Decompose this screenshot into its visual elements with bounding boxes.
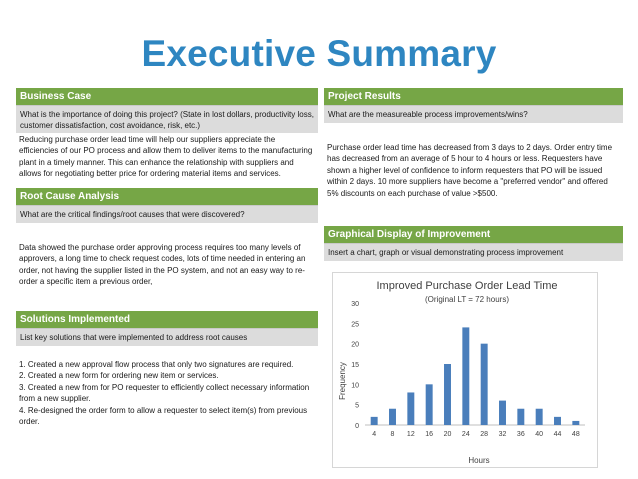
solution-item: 3. Created a new from for PO requester to efficiently collect necessary information from a new supplier. [19,382,310,404]
solutions-list [16,346,318,427]
chart-bar [462,327,469,425]
x-tick-label: 36 [516,431,525,438]
graphical-question: Insert a chart, graph or visual demonstrating process improvement [324,243,623,261]
chart-subtitle: (Original LT = 72 hours) [425,295,509,304]
x-tick-label: 20 [443,431,452,438]
y-tick-label: 15 [351,362,359,369]
business-case-header: Business Case [16,88,318,105]
solutions-question: List key solutions that were implemented to address root causes [16,328,318,346]
chart-bar [389,409,396,425]
x-tick-label: 8 [390,431,395,438]
business-case-body: Reducing purchase order lead time will help our suppliers appreciate the efficiencies of our PO process and allow them to deliver items to the manufacturing plant in a timely manner. This can enhance the relationship with suppliers and allows for negotiating better price for ordering material items and services. [19,135,313,179]
root-cause-question: What are the critical findings/root causes that were discovered? [16,205,318,223]
y-tick-label: 25 [351,321,359,329]
chart-title: Improved Purchase Order Lead Time [376,280,558,292]
chart-bar [499,401,506,425]
chart-bar [481,344,488,425]
y-tick-label: 5 [355,402,359,410]
project-results-section [324,88,623,199]
graphical-section [324,226,623,261]
x-tick-label: 28 [480,431,489,438]
chart-bar [572,421,579,425]
y-tick-label: 0 [355,423,359,430]
business-case-question: What is the importance of doing this project? (State in lost dollars, productivity loss, customer dissatisfaction, cost avoidance, risk, etc.) [16,105,318,133]
x-tick-label: 48 [571,431,580,438]
project-results-body: Purchase order lead time has decreased from 3 days to 2 days. Order entry time has decreased from an average of 5 hour to 4 hours or less. Requesters have shown a higher level of confidence to inform requesters that PO will be issued within 2 days. 10 more suppliers have become a "preferred vendor" and offered 5% discounts on each purchase of value >$500. [327,143,613,198]
project-results-question: What are the measureable process improvements/wins? [324,105,623,123]
solution-item: 1. Created a new approval flow process that only two signatures are required. [19,360,294,369]
root-cause-body: Data showed the purchase order approving process requires too many levels of approvers, a long time to check request codes, lots of time needed in entering an order, not having the supplier listed in the PO system, and not an easy way to re-order a specific item a previous order, [19,243,306,287]
chart-bar [444,364,451,425]
x-tick-label: 32 [498,431,507,438]
x-tick-label: 4 [372,431,377,438]
x-tick-label: 40 [535,431,544,438]
chart-bar [371,417,378,425]
chart-bar [536,409,543,425]
left-column [16,88,318,458]
graphical-header: Graphical Display of Improvement [324,226,623,243]
project-results-header: Project Results [324,88,623,105]
chart-bar [517,409,524,425]
x-tick-label: 12 [406,431,415,438]
x-axis-label: Hours [468,456,490,465]
solution-item: 4. Re-designed the order form to allow a requester to select item(s) from previous order. [19,405,308,427]
x-tick-label: 24 [461,431,470,438]
chart-bar [426,384,433,425]
chart-bar [554,417,561,425]
root-cause-header: Root Cause Analysis [16,188,318,205]
x-tick-label: 16 [425,431,434,438]
y-tick-label: 10 [351,382,359,390]
lead-time-chart [332,272,598,468]
y-axis-label: Frequency [338,362,347,400]
root-cause-section [16,188,318,288]
chart-plot-area [351,301,585,438]
x-tick-label: 44 [553,431,562,438]
solution-item: 2. Created a new form for ordering new item or services. [19,371,219,381]
lead-time-chart-svg [333,273,597,467]
page-title: Executive Summary [141,33,497,74]
y-tick-label: 20 [351,341,359,349]
y-tick-label: 30 [351,301,359,308]
business-case-section [16,88,318,180]
solutions-header: Solutions Implemented [16,311,318,328]
solutions-section [16,311,318,427]
chart-bar [407,392,414,425]
